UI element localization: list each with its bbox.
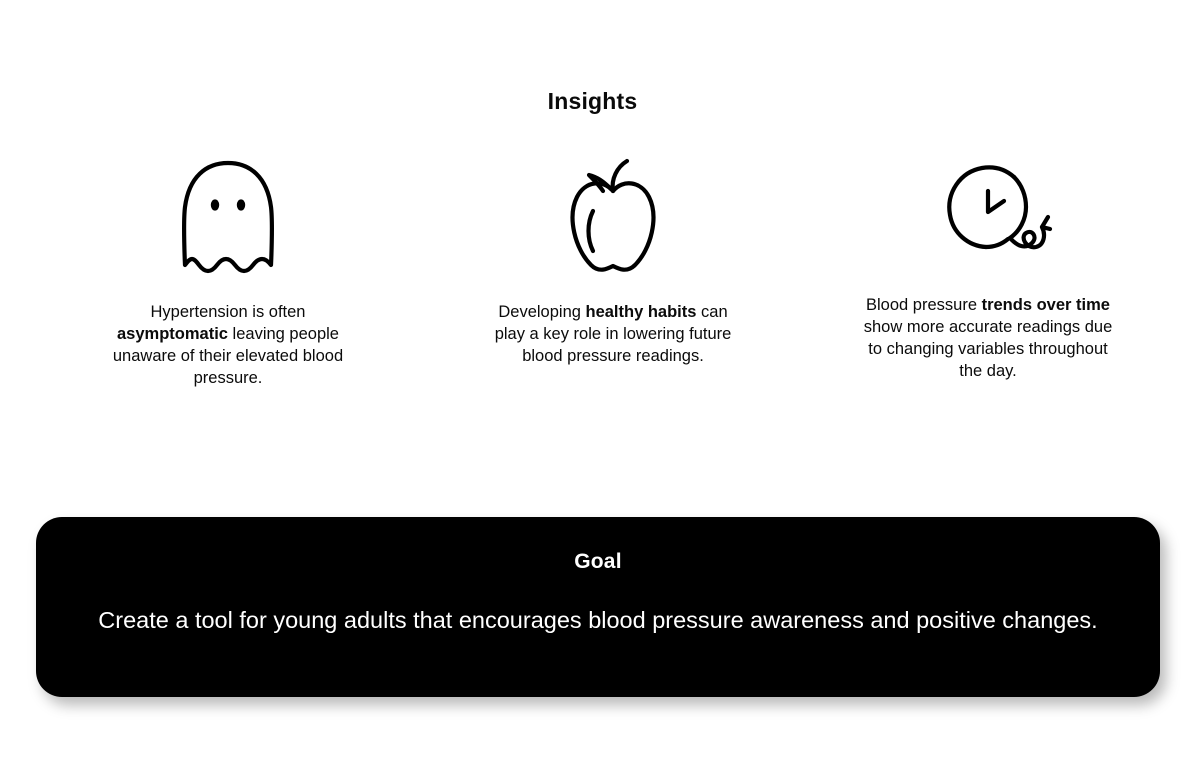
insight-card-3	[838, 150, 1138, 383]
insights-row	[40, 150, 1160, 390]
insight-3-part-3: show more accurate readings due to changing variables throughout the day.	[863, 317, 1113, 380]
insight-1-part-2: asymptomatic	[117, 324, 228, 343]
insight-card-1	[78, 150, 378, 390]
insight-text-3	[861, 295, 1116, 383]
insight-3-part-1: Blood pressure	[866, 296, 982, 314]
insight-3-part-2: trends over time	[981, 296, 1110, 314]
goal-card	[36, 517, 1160, 697]
insight-2-part-3: can play a key role in lowering future blood pressure readings.	[494, 303, 732, 365]
insight-card-2	[463, 150, 763, 368]
goal-title: Goal	[574, 550, 622, 573]
insight-text-2	[488, 302, 738, 368]
ghost-icon	[173, 150, 283, 280]
insight-2-part-1: Developing	[498, 303, 586, 321]
insight-1-part-1: Hypertension is often	[150, 303, 306, 321]
apple-icon	[553, 150, 673, 280]
goal-statement: Create a tool for young adults that encourages blood pressure awareness and positive changes.	[98, 607, 1098, 633]
page-title: Insights	[547, 88, 638, 114]
insight-1-part-3: leaving people unaware of their elevated blood pressure.	[112, 324, 344, 387]
clock-mouse-icon	[918, 150, 1058, 280]
insight-2-part-2: healthy habits	[585, 303, 697, 321]
insight-text-1	[103, 302, 353, 390]
